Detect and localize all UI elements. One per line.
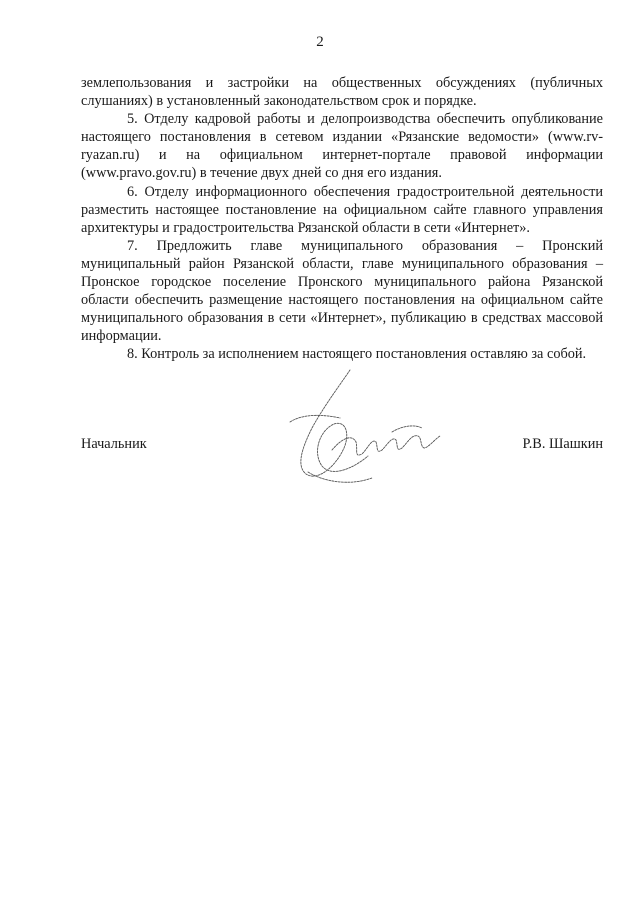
paragraph-item-6: 6. Отделу информационного обеспечения градостроительной деятельности разместить настоящее постановление на официальном сайте главного управления архитектуры и градостроительства Рязанской области в сети «Интернет».: [81, 183, 603, 236]
paragraph-item-8: 8. Контроль за исполнением настоящего постановления оставляю за собой.: [127, 346, 587, 363]
paragraph-item-7: 7. Предложить главе муниципального образования – Пронский муниципальный район Рязанской области, главе муниципального образования – Пронское городское поселение Пронского муниципального района Рязанской области обеспечить размещение настоящего постановления на официальном сайте муниципального образования в сети «Интернет», публикацию в средствах массовой информации.: [81, 237, 603, 345]
document-body: [81, 74, 603, 364]
paragraph-continuation: землепользования и застройки на общественных обсуждениях (публичных слушаниях) в установленный законодательством срок и порядке.: [81, 75, 603, 110]
page-number: 2: [316, 34, 324, 50]
handwritten-signature: [272, 362, 452, 502]
signatory-title: Начальник: [81, 436, 147, 452]
paragraph-item-5: 5. Отделу кадровой работы и делопроизводства обеспечить опубликование настоящего постановления в сетевом издании «Рязанские ведомости» (www.rv-ryazan.ru) и на официальном интернет-портале правовой информации (www.pravo.gov.ru) в течение двух дней со дня его издания.: [81, 111, 603, 182]
signatory-name: Р.В. Шашкин: [522, 436, 603, 452]
